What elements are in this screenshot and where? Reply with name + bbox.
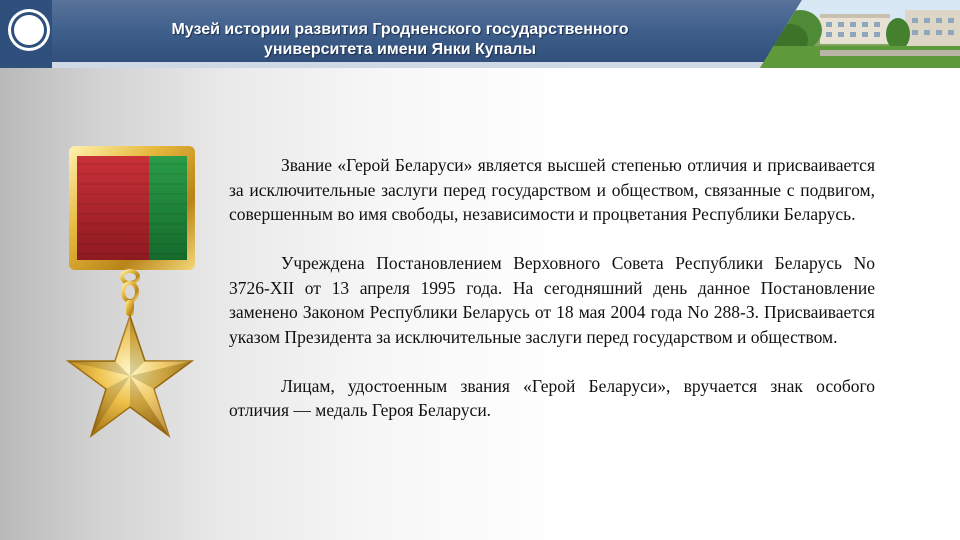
- hero-medal-image: [52, 140, 208, 505]
- campus-photo: [760, 0, 960, 68]
- header-bar: [0, 0, 960, 68]
- text-content: [229, 153, 875, 447]
- page-title: [90, 20, 710, 60]
- paragraph-title-definition: Звание «Герой Беларуси» является высшей степенью отличия и присваивается за исключительные заслуги перед государством и обществом, связанные с подвигом, совершенным во имя свободы, независимости и процветания Республики Беларусь.: [229, 155, 875, 224]
- paragraph-medal: Лицам, удостоенным звания «Герой Беларуси», вручается знак особого отличия — медаль Героя Беларуси.: [229, 375, 875, 420]
- logo-circle-icon: [14, 15, 44, 45]
- title-line-1: Музей истории развития Гродненского государственного: [171, 21, 629, 38]
- title-line-2: университета имени Янки Купалы: [263, 41, 537, 58]
- logo-area: [0, 0, 52, 68]
- paragraph-establishment: Учреждена Постановлением Верховного Совета Республики Беларусь No 3726-XII от 13 апреля 1995 года. На сегодняшний день данное Постановление заменено Законом Республики Беларусь от 18 мая 2004 года No 288-З. Присваивается указом Президента за исключительные заслуги перед государством и обществом.: [229, 253, 875, 347]
